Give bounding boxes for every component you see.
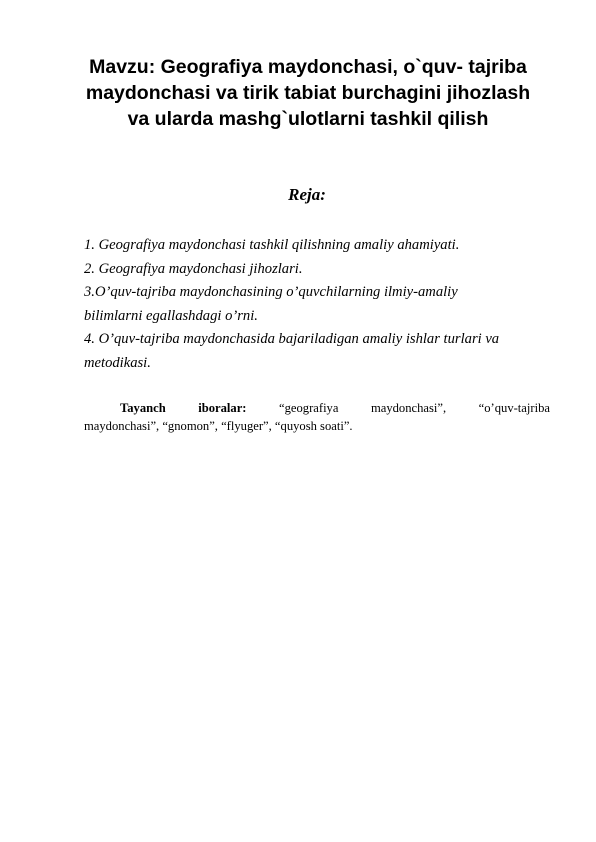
plan-item: 2. Geografiya maydonchasi jihozlari. <box>84 260 303 277</box>
plan-item: bilimlarni egallashdagi o’rni. <box>84 307 258 324</box>
title-line: Mavzu: Geografiya maydonchasi, o`quv- tajriba <box>89 56 527 78</box>
keywords-paragraph <box>84 399 550 436</box>
title-line: maydonchasi va tirik tabiat burchagini jihozlash <box>85 82 531 104</box>
plan-item: metodikasi. <box>84 354 151 371</box>
keyword-term: “o’quv-tajriba <box>478 401 550 415</box>
plan-list <box>84 234 544 376</box>
keyword-term: maydonchasi”, <box>370 401 447 415</box>
keywords-line: maydonchasi”, “gnomon”, “flyuger”, “quyosh soati”. <box>84 419 353 434</box>
keyword-term: “geografiya <box>279 401 339 415</box>
title-line: va ularda mashg`ulotlarni tashkil qilish <box>127 108 489 130</box>
plan-item: 1. Geografiya maydonchasi tashkil qilishning amaliy ahamiyati. <box>84 237 460 253</box>
keywords-line <box>84 399 550 417</box>
document-title <box>70 54 546 132</box>
keywords-label-word: iboralar: <box>198 401 247 415</box>
plan-heading: Reja: <box>288 185 326 204</box>
plan-item: 4. O’quv-tajriba maydonchasida bajariladigan amaliy ishlar turlari va <box>84 331 500 348</box>
plan-item: 3.O’quv-tajriba maydonchasining o’quvchilarning ilmiy-amaliy <box>84 284 458 301</box>
keywords-label-word: Tayanch <box>120 401 166 415</box>
